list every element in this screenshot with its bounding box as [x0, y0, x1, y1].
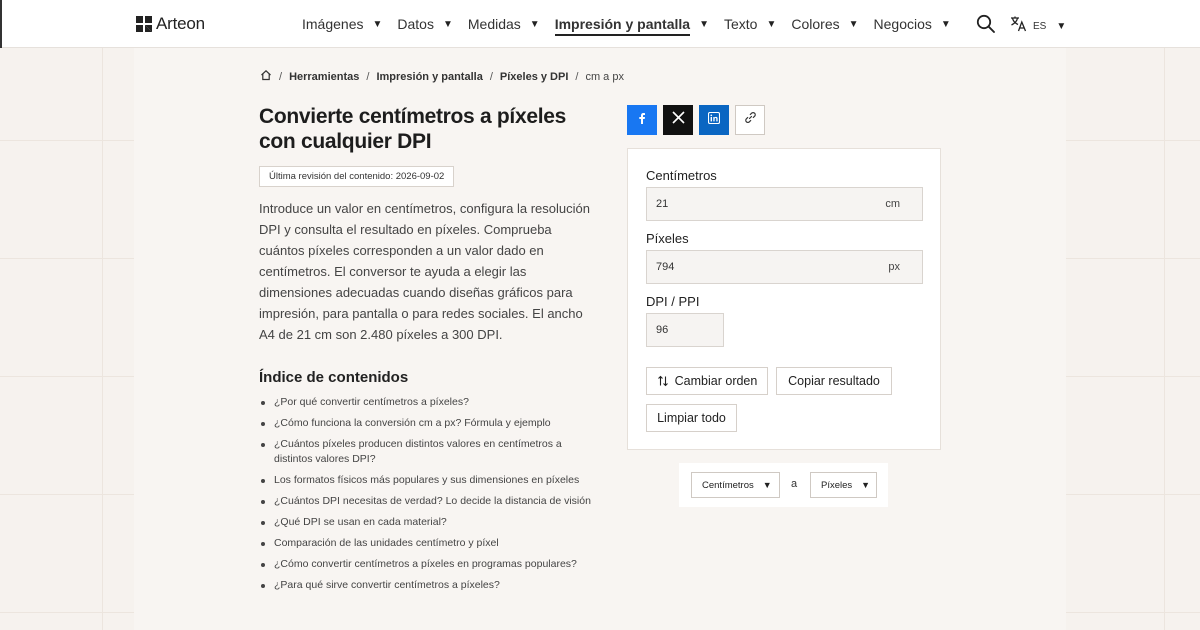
unit-selector-bar: [679, 463, 888, 507]
caret-down-icon: ▼: [766, 18, 777, 30]
cm-label: Centímetros: [646, 168, 717, 183]
menu-label: Datos: [397, 16, 434, 32]
caret-down-icon: ▼: [699, 18, 709, 30]
dpi-value: 96: [656, 324, 669, 336]
menu-label: Negocios: [873, 16, 932, 32]
dpi-label: DPI / PPI: [646, 294, 700, 309]
menu-item-negocios[interactable]: [874, 0, 951, 48]
caret-down-icon: ▼: [940, 18, 951, 30]
brand-name: Arteon: [156, 14, 205, 33]
menu-item-datos[interactable]: [397, 0, 452, 48]
intro-text: Introduce un valor en centímetros, configura la resolución DPI y consulta el resultado en píxeles. Comprueba cuántos píxeles corresponden a un valor dado en centímetros. El conversor te ayuda a elegir las dimensiones adecuadas cuando diseñas gráficos para impresión, para pantalla o para redes sociales. El ancho A4 de 21 cm son 2.480 píxeles a 300 DPI.: [259, 201, 590, 342]
toc-item[interactable]: ¿Cómo funciona la conversión cm a px? Fórmula y ejemplo: [259, 416, 599, 431]
toc-item[interactable]: ¿Para qué sirve convertir centímetros a píxeles?: [259, 578, 599, 593]
share-x-button[interactable]: [663, 105, 693, 135]
toc-item[interactable]: Comparación de las unidades centímetro y píxel: [259, 536, 599, 551]
from-unit-value: Centímetros: [702, 479, 754, 491]
to-unit-value: Píxeles: [821, 479, 853, 491]
share-facebook-button[interactable]: [627, 105, 657, 135]
px-unit: px: [888, 261, 900, 273]
swap-order-label: Cambiar orden: [674, 374, 758, 388]
cm-value: 21: [656, 198, 669, 210]
content-panel: [134, 48, 1066, 630]
toc-item[interactable]: ¿Cómo convertir centímetros a píxeles en programas populares?: [259, 557, 599, 572]
clear-all-label: Limpiar todo: [657, 411, 726, 425]
caret-down-icon: ▼: [762, 480, 772, 490]
px-label: Píxeles: [646, 231, 689, 246]
breadcrumb-separator: /: [575, 70, 579, 83]
menu-label: Impresión y pantalla: [555, 16, 690, 36]
px-input[interactable]: [646, 250, 923, 284]
search-icon[interactable]: [976, 14, 996, 34]
menu-item-impresion-pantalla[interactable]: [555, 0, 709, 48]
x-icon: [672, 111, 685, 129]
clear-all-button[interactable]: [646, 404, 737, 432]
toc-item[interactable]: ¿Cuántos DPI necesitas de verdad? Lo decide la distancia de visión: [259, 494, 599, 509]
link-icon: [744, 111, 757, 129]
swap-order-button[interactable]: [646, 367, 768, 395]
window-edge: [0, 0, 2, 48]
caret-down-icon: ▼: [529, 18, 540, 30]
menu-item-colores[interactable]: [791, 0, 858, 48]
top-navigation: [0, 0, 1200, 48]
menu-label: Imágenes: [302, 16, 364, 32]
copy-result-button[interactable]: [776, 367, 892, 395]
share-linkedin-button[interactable]: [699, 105, 729, 135]
menu-label: Texto: [723, 16, 758, 32]
breadcrumb-separator: /: [366, 70, 370, 83]
converter-card: [627, 148, 941, 450]
menu-item-texto[interactable]: [724, 0, 776, 48]
toc-item[interactable]: ¿Cuántos píxeles producen distintos valores en centímetros a distintos valores DPI?: [259, 437, 599, 467]
breadcrumb-pixeles-dpi[interactable]: Píxeles y DPI: [499, 70, 569, 83]
breadcrumb-separator: /: [279, 70, 283, 83]
cm-input[interactable]: [646, 187, 923, 221]
toc-item[interactable]: ¿Por qué convertir centímetros a píxeles?: [259, 395, 599, 410]
translate-icon: [1010, 15, 1027, 37]
menu-item-imagenes[interactable]: [302, 0, 382, 48]
to-unit-select[interactable]: [810, 472, 877, 498]
home-icon[interactable]: [260, 69, 272, 84]
linkedin-icon: [708, 111, 720, 129]
revision-badge: Última revisión del contenido: 2026-09-02: [259, 166, 454, 187]
from-unit-select[interactable]: [691, 472, 780, 498]
breadcrumb-impresion[interactable]: Impresión y pantalla: [376, 70, 483, 83]
menu-label: Colores: [791, 16, 840, 32]
menu-label: Medidas: [467, 16, 521, 32]
menu-item-medidas[interactable]: [468, 0, 540, 48]
breadcrumb-herramientas[interactable]: Herramientas: [289, 70, 360, 83]
copy-link-button[interactable]: [735, 105, 765, 135]
share-buttons: [627, 105, 765, 135]
caret-down-icon: ▼: [861, 480, 871, 490]
copy-result-label: Copiar resultado: [788, 374, 880, 388]
dpi-input[interactable]: [646, 313, 724, 347]
table-of-contents: [259, 395, 599, 599]
caret-down-icon: ▼: [1056, 20, 1067, 32]
language-selector[interactable]: [1010, 15, 1066, 37]
language-code: ES: [1033, 20, 1047, 32]
toc-item[interactable]: ¿Qué DPI se usan en cada material?: [259, 515, 599, 530]
breadcrumb-separator: /: [489, 70, 493, 83]
facebook-icon: [636, 111, 648, 129]
caret-down-icon: ▼: [442, 18, 453, 30]
caret-down-icon: ▼: [372, 18, 383, 30]
caret-down-icon: ▼: [848, 18, 859, 30]
unit-separator: a: [791, 478, 798, 490]
toc-title: Índice de contenidos: [259, 369, 409, 386]
cm-unit: cm: [885, 198, 900, 210]
breadcrumb-current: cm a px: [585, 70, 624, 83]
brand-logo[interactable]: [136, 14, 205, 34]
swap-arrows-icon: [657, 375, 669, 387]
logo-icon: [136, 16, 152, 32]
page-title: Convierte centímetros a píxeles con cualquier DPI: [259, 105, 566, 153]
toc-item[interactable]: Los formatos físicos más populares y sus dimensiones en píxeles: [259, 473, 599, 488]
main-menu: [302, 0, 966, 48]
breadcrumb: [260, 69, 624, 84]
px-value: 794: [656, 261, 675, 273]
